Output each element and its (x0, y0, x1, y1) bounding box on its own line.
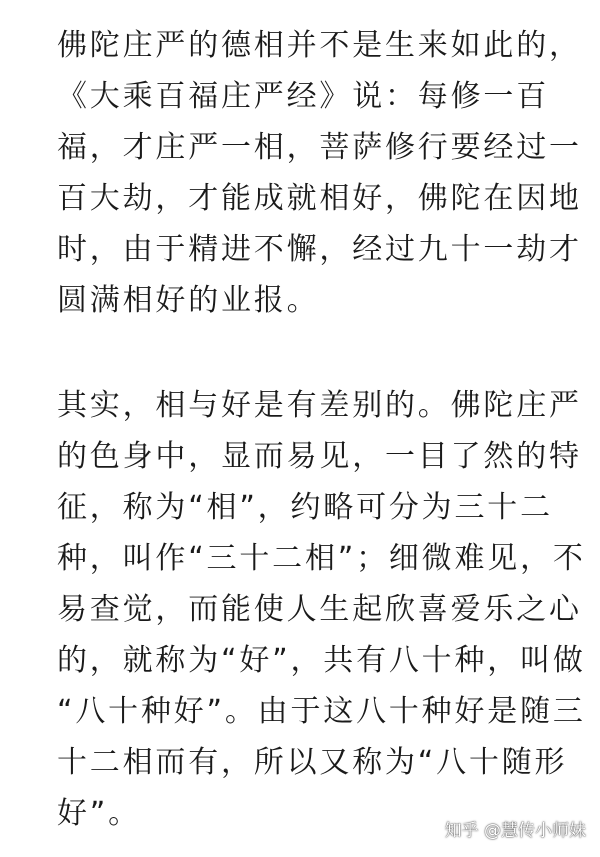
paragraph-2 (57, 380, 586, 839)
text-line: 种，叫作“三十二相”；细微难见，不 (57, 541, 586, 576)
zhihu-watermark: 知乎 @慧传小师妹 (444, 821, 586, 841)
text-line: 《大乘百福庄严经》说：每修一百 (57, 79, 549, 114)
text-line: 易查觉，而能使人生起欣喜爱乐之心 (57, 592, 582, 627)
text-line: 十二相而有，所以又称为“八十随形 (57, 745, 568, 780)
text-line: 其实，相与好是有差别的。佛陀庄严 (57, 388, 582, 423)
paragraph-1 (57, 20, 582, 326)
text-line: 佛陀庄严的德相并不是生来如此的， (57, 28, 582, 63)
text-line: 福，才庄严一相，菩萨修行要经过一 (57, 130, 582, 165)
text-line: 圆满相好的业报。 (57, 283, 320, 318)
text-line: “八十种好”。由于这八十种好是随三 (57, 694, 586, 729)
text-line: 征，称为“相”，约略可分为三十二 (57, 490, 553, 525)
text-line: 的，就称为“好”，共有八十种，叫做 (57, 643, 586, 678)
paragraph-spacer (57, 326, 557, 380)
text-line: 百大劫，才能成就相好，佛陀在因地 (57, 181, 582, 216)
text-line: 好”。 (57, 796, 141, 831)
text-line: 时，由于精进不懈，经过九十一劫才 (57, 232, 582, 267)
article-body (57, 20, 586, 839)
text-line: 的色身中，显而易见，一目了然的特 (57, 439, 582, 474)
